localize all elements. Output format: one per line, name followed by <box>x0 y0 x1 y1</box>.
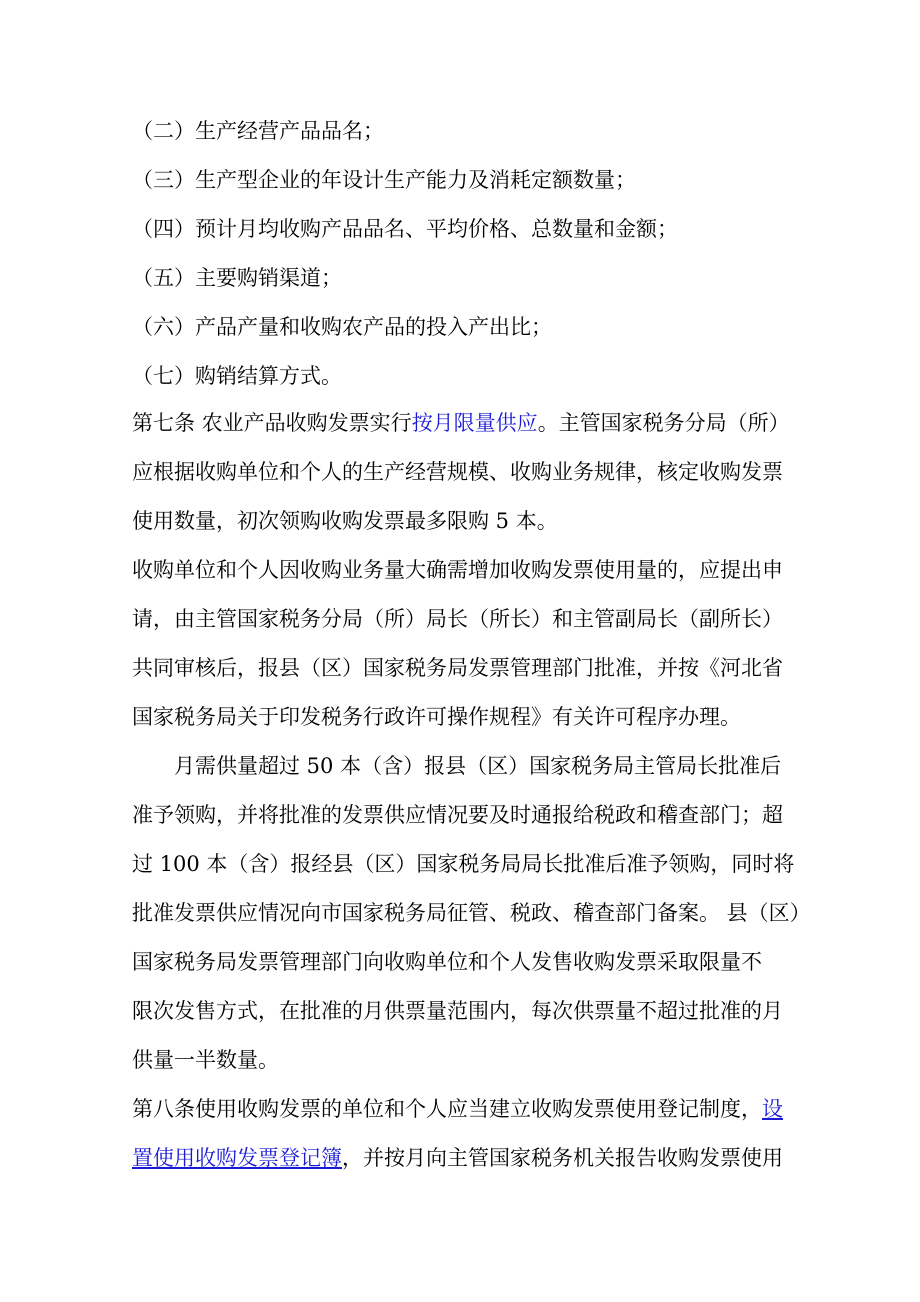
supply-line-4: 批准发票供应情况向市国家税务局征管、税政、稽查部门备案。 县（区） <box>132 901 811 925</box>
monthly-quota-link[interactable]: 按月限量供应 <box>411 411 538 435</box>
item-4: （四）预计月均收购产品品名、平均价格、总数量和金额； <box>132 217 678 241</box>
increase-line-1: 收购单位和个人因收购业务量大确需增加收购发票使用量的，应提出申 <box>132 558 783 582</box>
supply-line-1: 月需供量超过 50 本（含）报县（区）国家税务局主管局长批准后 <box>174 754 782 778</box>
item-7: （七）购销结算方式。 <box>132 364 342 388</box>
supply-line-3: 过 100 本（含）报经县（区）国家税务局局长批准后准予领购，同时将 <box>132 852 795 876</box>
increase-line-4: 国家税务局关于印发税务行政许可操作规程》有关许可程序办理。 <box>132 705 741 729</box>
register-book-link[interactable]: 置使用收购发票登记簿 <box>132 1146 342 1170</box>
supply-line-7: 供量一半数量。 <box>132 1048 279 1072</box>
register-book-link-start[interactable]: 设 <box>762 1097 783 1121</box>
article-8-line-2 <box>132 1144 783 1172</box>
article-8-prefix: 第八条使用收购发票的单位和个人应当建立收购发票使用登记制度， <box>132 1097 762 1121</box>
item-5: （五）主要购销渠道； <box>132 266 342 290</box>
article-7-line-3: 使用数量，初次领购收购发票最多限购 5 本。 <box>132 509 558 533</box>
article-7-suffix: 。主管国家税务分局（所） <box>537 411 790 435</box>
supply-line-6: 限次发售方式，在批准的月供票量范围内，每次供票量不超过批准的月 <box>132 999 783 1023</box>
item-3: （三）生产型企业的年设计生产能力及消耗定额数量； <box>132 168 636 192</box>
supply-line-5: 国家税务局发票管理部门向收购单位和个人发售收购发票采取限量不 <box>132 950 762 974</box>
article-7-line-2: 应根据收购单位和个人的生产经营规模、收购业务规律，核定收购发票 <box>132 460 783 484</box>
increase-line-3: 共同审核后，报县（区）国家税务局发票管理部门批准，并按《河北省 <box>132 656 783 680</box>
supply-line-2: 准予领购，并将批准的发票供应情况要及时通报给税政和稽查部门；超 <box>132 803 783 827</box>
article-8-suffix: ，并按月向主管国家税务机关报告收购发票使用 <box>342 1146 783 1170</box>
increase-line-2: 请，由主管国家税务分局（所）局长（所长）和主管副局长（副所长） <box>132 607 783 631</box>
item-2: （二）生产经营产品品名； <box>132 119 384 143</box>
article-8-line-1 <box>132 1095 783 1123</box>
item-6: （六）产品产量和收购农产品的投入产出比； <box>132 315 552 339</box>
article-7-prefix: 第七条 农业产品收购发票实行 <box>132 411 412 435</box>
article-7-line-1 <box>132 409 790 437</box>
